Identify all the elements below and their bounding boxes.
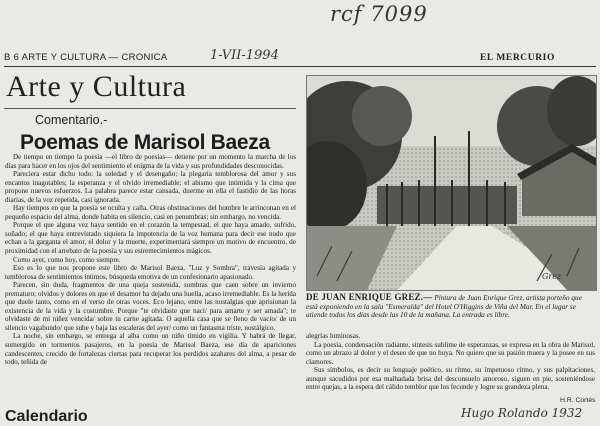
handwritten-reference-code: rcf 7099 xyxy=(330,2,428,26)
caption-lead: DE JUAN ENRIQUE GREZ.— xyxy=(306,292,433,302)
handwritten-date: 1-VII-1994 xyxy=(210,48,279,63)
paragraph: Eso es lo que nos propone este libro de Marisol Baeza, "Luz y Sombra", travesía agitada y temblorosa de sentimientos íntimos, búsqueda emotiva de un confesionario apasionado. xyxy=(5,264,296,281)
article-headline: Poemas de Marisol Baeza xyxy=(20,131,270,154)
article-kicker: Comentario.- xyxy=(35,113,108,127)
article-body-right xyxy=(306,332,595,408)
paragraph: Hay tiempos en que la poesía se oculta y calla. Otras obstinaciones del hombre le arrinconan en el pequeño espacio del alma, donde habita en silencio, casi en penumbras; sin embargo, no vencida. xyxy=(5,204,296,221)
paragraph: Parecen, sin duda, fragmentos de una queja sostenida, sombras que caen sobre un invierno prematuro; olvidos y dolores en que el desamor ha dejado una huella, acaso irremediable. Es la herida que duele tanto, como en el verso de otras voces. Eco lejano, entre las nostalgias que aprisionan la existencia de la vida y la costumbre. Porque "te olvidaste que nací/ para amarte y ser amada"; te olvidaste de mi niñez vencida/ sobre tu carne agitada. O aquella casa que se lleno de vacío/ de un silencio vagabundo/ que sube y baja las escaleras del ayer/ como un fantasma triste, nostálgico. xyxy=(5,281,296,332)
painting-illustration xyxy=(307,76,596,290)
next-section-heading: Calendario xyxy=(5,408,88,425)
svg-text:Grez: Grez xyxy=(542,272,562,281)
paragraph: La noche, sin embargo, se entrega al alba como un niño tímido en vigilia. Y habrá de llegar, sumergido en tormentos pasajeros, en la poesía de Marisol Baeza, ese día de apariciones candescentes, crecido de fortalezas ciertas para recuperar los perdidos azahares del alma, a pesar de todo, teñida de xyxy=(5,332,296,367)
caption-text: Pintura de Juan Enrique Grez, artista porteño que está exponiendo en la sala "Esmeralda" del Hotel O'Higgins de Viña del Mar. En el lugar se atiende todos los días desde las 10 de la mañana. La entrada es libre. xyxy=(306,293,582,320)
painting-photo xyxy=(306,75,597,291)
paragraph: La poesía, condensación radiante, síntesis sublime de esperanzas, se expresa en la obra de Marisol, como un abrazo al dolor y el deseo de que no huya. No quiere que su pasión muera y la posee en sus clamores. xyxy=(306,340,595,366)
photo-caption xyxy=(306,293,595,320)
section-title-rule xyxy=(4,108,296,109)
section-title: Arte y Cultura xyxy=(6,70,187,103)
handwritten-annotation: Hugo Rolando 1932 xyxy=(461,406,583,420)
paragraph: Pareciera estar dicho todo: la soledad y el desengaño; la plegaria temblorosa del amor y sus encantos inagotables; la esperanza y el olvido irremediable; el abismo que intimida y la cima que propone nuevos esfuerzos. La palabra parece estar cansada, duerme en ella el fastidio de las horas diarias, de la voz repetida, casi ignorada. xyxy=(5,170,296,204)
paragraph: Sus símbolos, es decir su lenguaje poético, su ritmo, su ímpetuoso ritmo, y sus palpitaciones, aunque sacudidos por esa malhadada brisa del desconsuelo amoroso, siguen en pie, sosteniéndose entre quejas, a la espera del cálido temblor que los fecunde y logre su grandeza plena. xyxy=(306,366,595,392)
paragraph: alegrías luminosas. xyxy=(306,332,361,340)
header-rule xyxy=(4,66,596,67)
section-path: B 6 ARTE Y CULTURA — CRONICA xyxy=(4,52,168,63)
paragraph: De tiempo en tiempo la poesía —el libro de poesías— detiene por un momento la marcha de los días para hacer en los ojos del sentimiento el enigma de la vida y sus profundidades desconocidas. xyxy=(5,153,296,170)
newspaper-name: EL MERCURIO xyxy=(480,53,555,63)
paragraph: Porque el que alguna vez haya sentido en el corazón la tempestad, el que haya amado, sufrido, soñado; el que haya entrevistado siquiera la impotencia de la voz humana para decir ese nudo que echan a la garganta el amor, el dolor y la muerte, experimentará siempre un motivo de encuentro, de proximidad con el arrebato de la poesía y sus estremecimientos mágicos. xyxy=(5,221,296,256)
paragraph: Como ayer, como hoy, como siempre. xyxy=(13,255,121,264)
article-body-left xyxy=(5,153,296,407)
author-signature: H.R. Cortés xyxy=(560,397,596,404)
